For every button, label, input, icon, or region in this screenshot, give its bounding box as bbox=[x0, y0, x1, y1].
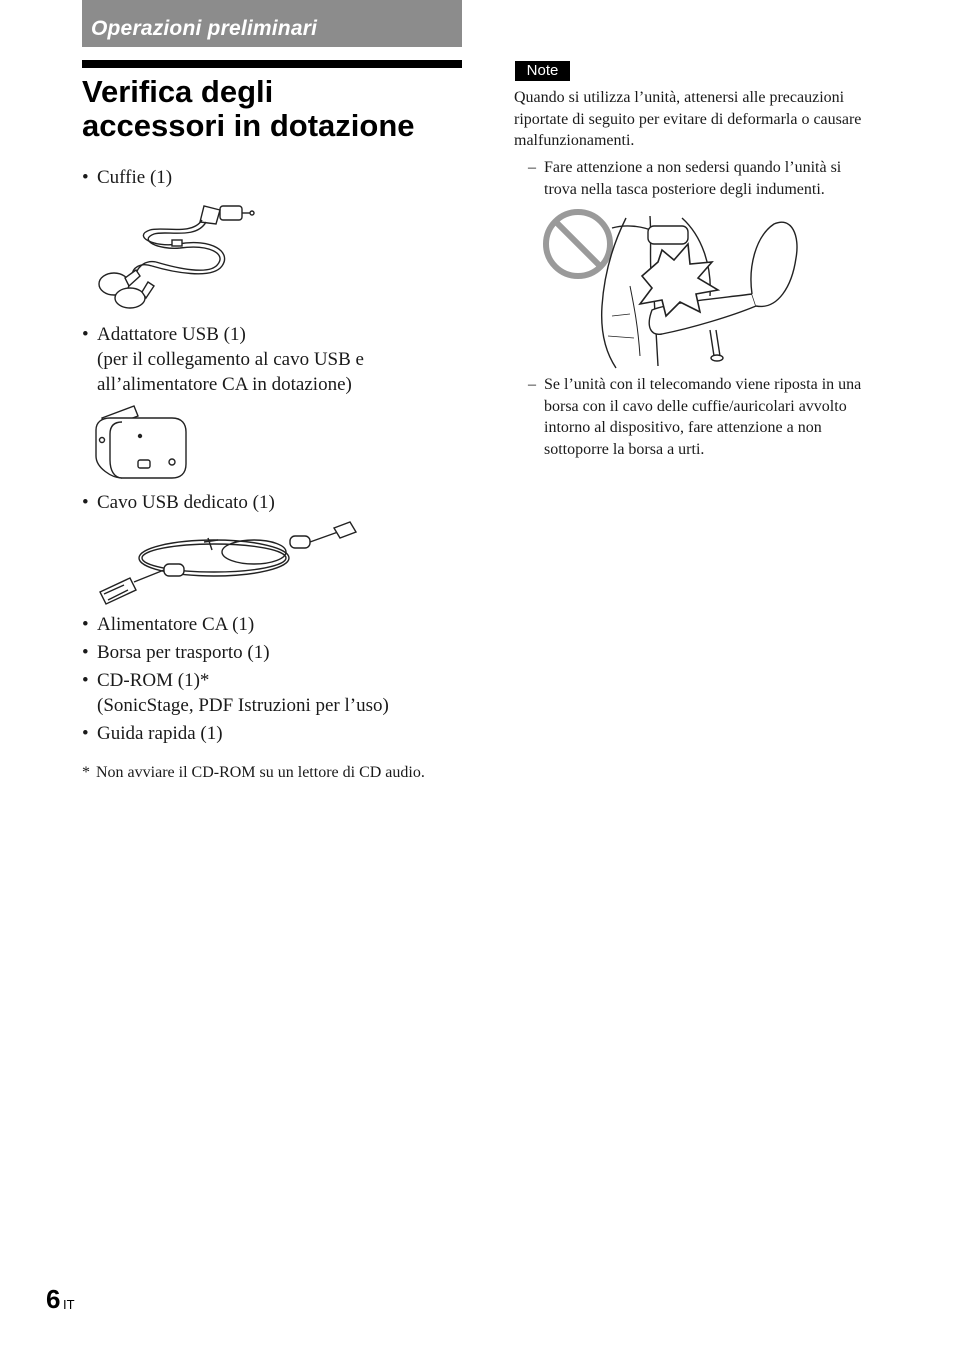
accessory-list-usb-adapter bbox=[82, 322, 462, 397]
usb-cable-illustration bbox=[94, 520, 366, 606]
note-item-2 bbox=[528, 374, 878, 460]
section-title: Operazioni preliminari bbox=[91, 17, 318, 40]
earphones-illustration bbox=[92, 196, 262, 314]
accessory-list-earphones bbox=[82, 165, 462, 190]
title-rule bbox=[82, 60, 462, 68]
accessory-carrying-pouch: • Borsa per trasporto (1) bbox=[82, 640, 462, 665]
accessory-ac-power: • Alimentatore CA (1) bbox=[82, 612, 462, 637]
footnote-marker: * bbox=[82, 764, 90, 781]
accessory-cdrom bbox=[82, 668, 462, 718]
note-item-2-text: Se l’unità con il telecomando viene riposta in una borsa con il cavo delle cuffie/auricolari avvolto intorno al dispositivo, fare attenzione a non sottoporre la borsa a urti. bbox=[544, 376, 862, 458]
accessory-usb-adapter-note-1: (per il collegamento al cavo USB e bbox=[97, 349, 364, 370]
accessory-usb-adapter-note-2: all’alimentatore CA in dotazione) bbox=[97, 374, 352, 395]
accessory-usb-adapter-label: Adattatore USB (1) bbox=[97, 324, 246, 345]
note-intro: Quando si utilizza l’unità, attenersi alle precauzioni riportate di seguito per evitare di deformarla o causare malfunzionamenti. bbox=[514, 89, 862, 149]
accessory-cdrom-note: (SonicStage, PDF Istruzioni per l’uso) bbox=[97, 695, 389, 716]
accessory-quick-guide: • Guida rapida (1) bbox=[82, 721, 462, 746]
footnote-text: Non avviare il CD-ROM su un lettore di CD audio. bbox=[96, 764, 425, 781]
footnote bbox=[82, 762, 462, 783]
usb-adapter-illustration bbox=[94, 404, 190, 484]
note-item-1-text: Fare attenzione a non sedersi quando l’unità si trova nella tasca posteriore degli indumenti. bbox=[544, 159, 842, 198]
section-header-bar bbox=[82, 0, 462, 47]
page-title bbox=[82, 75, 472, 143]
note-item-2-dash: – bbox=[528, 376, 536, 393]
note-item-1-dash: – bbox=[528, 159, 536, 176]
accessory-list-others bbox=[82, 612, 462, 749]
accessory-usb-adapter bbox=[82, 322, 462, 397]
prohibition-icon bbox=[546, 212, 610, 276]
accessory-usb-cable: • Cavo USB dedicato (1) bbox=[82, 490, 462, 515]
page-number: 6 bbox=[46, 1284, 61, 1314]
accessory-earphones: • Cuffie (1) bbox=[82, 165, 462, 190]
note-badge: Note bbox=[515, 61, 570, 81]
sitting-warning-illustration bbox=[542, 206, 802, 370]
note-item-1 bbox=[528, 157, 878, 200]
page-title-line1: Verifica degli bbox=[82, 74, 274, 109]
accessory-list-usb-cable bbox=[82, 490, 462, 515]
page-language: IT bbox=[63, 1297, 75, 1312]
accessory-cdrom-label: CD-ROM (1)* bbox=[97, 670, 210, 691]
page-title-line2: accessori in dotazione bbox=[82, 108, 415, 143]
